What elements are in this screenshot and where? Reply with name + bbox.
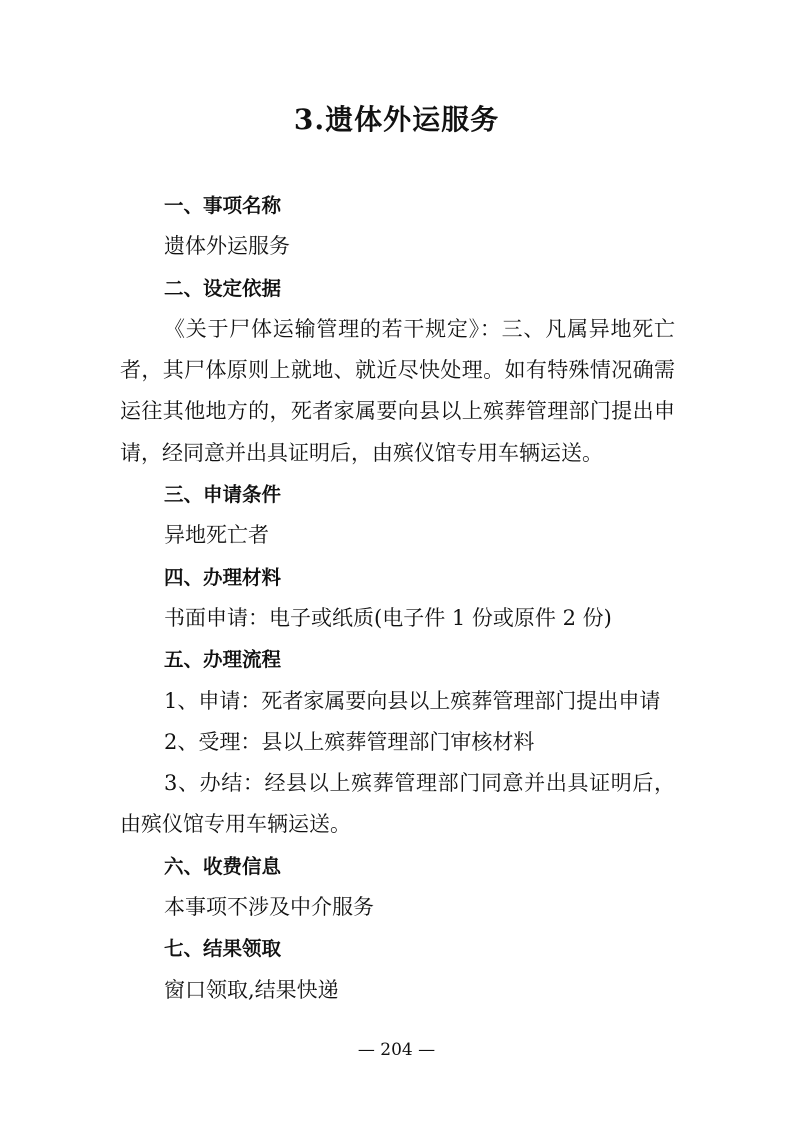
basis-line-2: 者，其尸体原则上就地、就近尽快处理。如有特殊情况确需 [120, 358, 675, 383]
section-heading-process: 五、办理流程 [164, 648, 282, 672]
section-text-name: 遗体外运服务 [164, 234, 290, 259]
process-step-1: 1、申请：死者家属要向县以上殡葬管理部门提出申请 [164, 688, 661, 713]
section-heading-conditions: 三、申请条件 [164, 483, 282, 507]
process-step-2: 2、受理：县以上殡葬管理部门审核材料 [164, 729, 535, 754]
section-text-fees: 本事项不涉及中介服务 [164, 895, 374, 920]
section-heading-results: 七、结果领取 [164, 937, 282, 961]
process-step-3-line-2: 由殡仪馆专用车辆运送。 [120, 812, 351, 837]
section-text-results: 窗口领取,结果快递 [164, 977, 339, 1002]
section-heading-fees: 六、收费信息 [164, 854, 282, 878]
process-step-3-line-1: 3、办结：经县以上殡葬管理部门同意并出具证明后， [164, 771, 675, 796]
document-body [120, 185, 675, 1011]
section-heading-basis: 二、设定依据 [164, 276, 282, 300]
section-text-materials: 书面申请：电子或纸质(电子件 1 份或原件 2 份) [164, 605, 612, 630]
section-heading-materials: 四、办理材料 [164, 565, 282, 589]
basis-line-4: 请，经同意并出具证明后，由殡仪馆专用车辆运送。 [120, 440, 603, 465]
page-number: — 204 — [357, 1040, 436, 1060]
section-text-conditions: 异地死亡者 [164, 523, 269, 548]
page-title: 3.遗体外运服务 [293, 103, 500, 136]
section-heading-name: 一、事项名称 [164, 194, 282, 217]
basis-line-3: 运往其他地方的，死者家属要向县以上殡葬管理部门提出申 [120, 399, 675, 424]
basis-line-1: 《关于尸体运输管理的若干规定》：三、凡属异地死亡 [164, 316, 675, 341]
